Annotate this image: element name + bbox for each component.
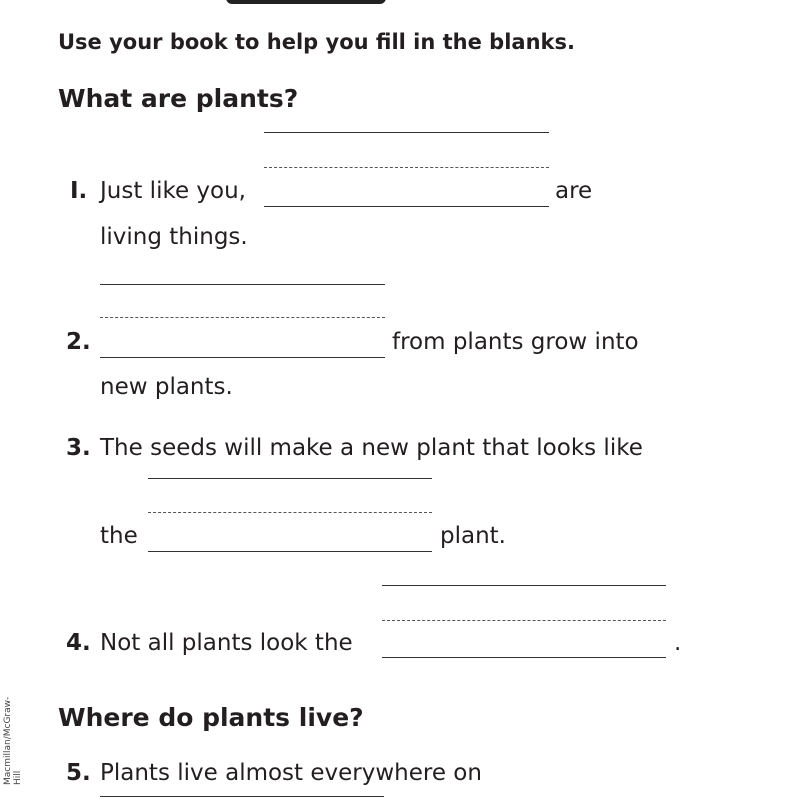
writing-guide-top-line — [382, 585, 666, 586]
cropped-title-fragment — [226, 0, 386, 4]
section-heading-where-do-plants-live: Where do plants live? — [58, 703, 364, 732]
period: . — [674, 630, 682, 656]
question-text: Just like you, — [100, 178, 246, 204]
question-number: I. — [70, 178, 88, 204]
question-number: 3. — [66, 435, 91, 461]
writing-guide-top-line — [148, 478, 432, 479]
section-heading-what-are-plants: What are plants? — [58, 84, 299, 113]
answer-blank-4[interactable] — [382, 657, 666, 658]
question-number: 4. — [66, 630, 91, 656]
instructions: Use your book to help you fill in the blanks. — [58, 30, 575, 54]
question-text: The seeds will make a new plant that looks like — [100, 435, 643, 461]
answer-blank-2[interactable] — [100, 357, 385, 358]
question-number: 5. — [66, 760, 91, 786]
question-number: 2. — [66, 329, 91, 355]
answer-blank-1[interactable] — [264, 206, 549, 207]
publisher-credit: Macmillan/McGraw-Hill — [3, 696, 23, 785]
answer-blank-3[interactable] — [148, 551, 432, 552]
writing-guide-top-line — [100, 796, 384, 797]
question-text: living things. — [100, 224, 248, 250]
writing-guide-mid-dashed — [148, 512, 432, 513]
question-text: are — [555, 178, 593, 204]
writing-guide-top-line — [264, 132, 549, 133]
question-text: Plants live almost everywhere on — [100, 760, 482, 786]
writing-guide-top-line — [100, 284, 385, 285]
question-text: Not all plants look the — [100, 630, 353, 656]
question-text: new plants. — [100, 374, 233, 400]
question-text: plant. — [440, 523, 506, 549]
writing-guide-mid-dashed — [382, 620, 666, 621]
question-text: the — [100, 523, 138, 549]
writing-guide-mid-dashed — [100, 317, 385, 318]
writing-guide-mid-dashed — [264, 167, 549, 168]
question-text: from plants grow into — [392, 329, 639, 355]
